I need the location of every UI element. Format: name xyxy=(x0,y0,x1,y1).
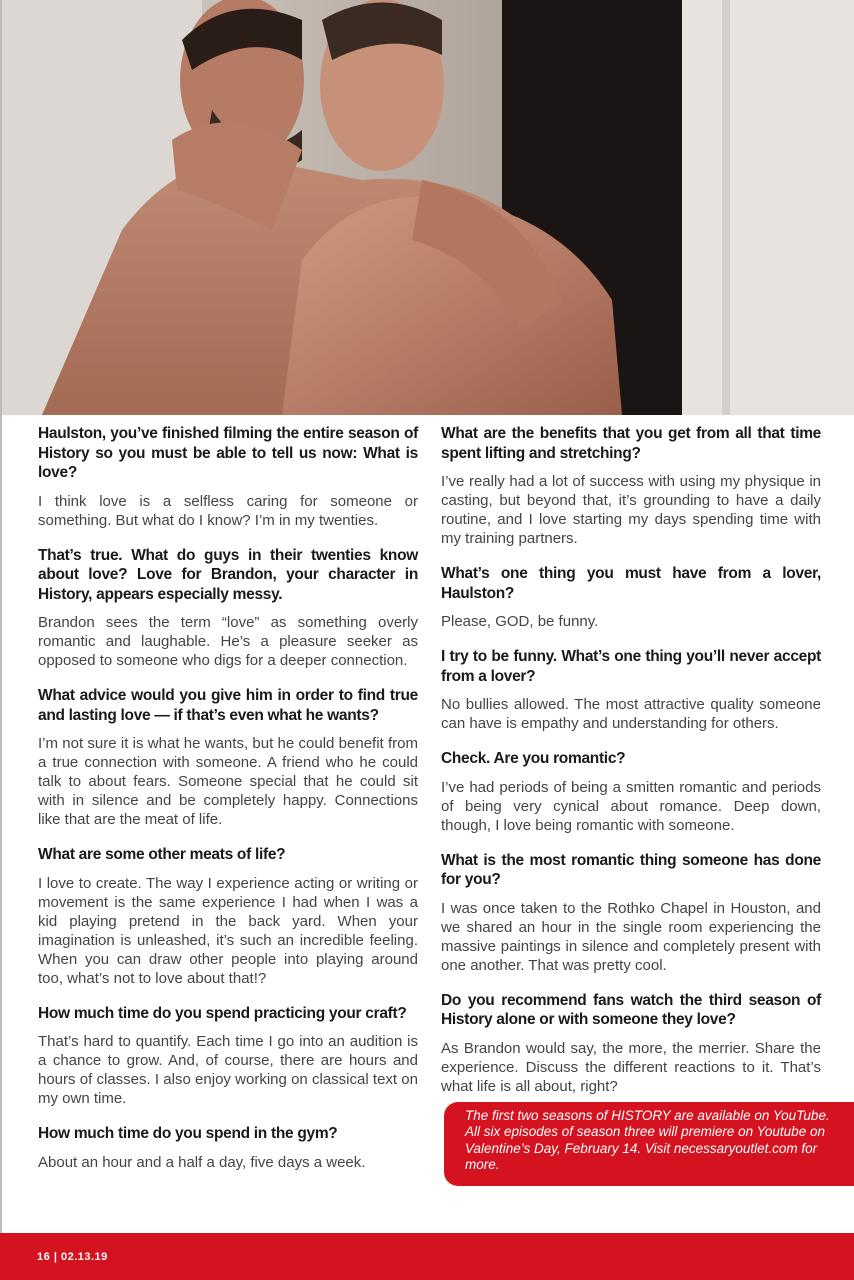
interview-question: I try to be funny. What’s one thing you’ll never accept from a lover? xyxy=(441,648,821,685)
interview-question: What are some other meats of life? xyxy=(38,846,286,863)
footer-bar xyxy=(0,1233,854,1280)
issue-date: 02.13.19 xyxy=(60,1251,108,1263)
interview-question: Haulston, you’ve finished filming the entire season of History so you must be able to tell us now: What is love? xyxy=(38,425,418,481)
interview-question: What are the benefits that you get from all that time spent lifting and stretching? xyxy=(441,425,821,462)
interview-question: What is the most romantic thing someone has done for you? xyxy=(441,851,821,888)
right-column xyxy=(441,424,821,1112)
interview-answer: I was once taken to the Rothko Chapel in Houston, and we shared an hour in the single room experiencing the massive paintings in silence and completely present with one another. That was pretty cool. xyxy=(441,899,821,974)
interview-question: What advice would you give him in order to find true and lasting love — if that’s even what he wants? xyxy=(38,687,418,724)
interview-question: How much time do you spend in the gym? xyxy=(38,1125,338,1142)
interview-question: That’s true. What do guys in their twenties know about love? Love for Brandon, your character in History, appears especially messy. xyxy=(38,546,418,603)
interview-question: What’s one thing you must have from a lover, Haulston? xyxy=(441,565,821,602)
promo-box xyxy=(444,1102,854,1186)
article-photo xyxy=(2,0,854,415)
promo-text: The first two seasons of HISTORY are available on YouTube. All six episodes of season three will premiere on Youtube on Valentine’s Day, February 14. Visit necessaryoutlet.com for more. xyxy=(465,1108,830,1172)
interview-question: Check. Are you romantic? xyxy=(441,750,626,767)
folio xyxy=(37,1251,108,1263)
interview-answer: I’ve had periods of being a smitten romantic and periods of being very cynical about romance. Deep down, though, I love being romantic with someone. xyxy=(441,778,821,834)
folio-separator: | xyxy=(53,1251,58,1263)
interview-question: Do you recommend fans watch the third season of History alone or with someone they love? xyxy=(441,991,821,1028)
interview-answer: I’m not sure it is what he wants, but he could benefit from a true connection with someone. A friend who he could talk to about fears. Someone special that he could sit with in silence and be completely happy. Connections like that are the meat of life. xyxy=(38,735,418,828)
interview-answer: Brandon sees the term “love” as something overly romantic and laughable. He’s a pleasure seeker as opposed to someone who digs for a deeper connection. xyxy=(38,614,418,669)
interview-answer: That’s hard to quantify. Each time I go into an audition is a chance to grow. And, of course, there are hours and hours of classes. I also enjoy working on classical text on my own time. xyxy=(38,1033,418,1107)
interview-answer: No bullies allowed. The most attractive quality someone can have is empathy and understanding for others. xyxy=(441,696,821,732)
interview-answer: I love to create. The way I experience acting or writing or movement is the same experience I had when I was a kid playing pretend in the back yard. When your imagination is unleashed, it’s such an incredible feeling. When you can draw other people into playing around too, what’s not to love about that!? xyxy=(38,874,418,987)
interview-answer: About an hour and a half a day, five days a week. xyxy=(38,1153,366,1171)
page-number: 16 xyxy=(37,1251,51,1263)
wall-right xyxy=(682,0,854,415)
interview-answer: I think love is a selfless caring for someone or something. But what do I know? I’m in my twenties. xyxy=(38,492,418,529)
interview-answer: As Brandon would say, the more, the merrier. Share the experience. Discuss the different reactions to it. That’s what life is all about, right? xyxy=(441,1039,821,1095)
photo-illustration xyxy=(2,0,854,415)
left-column xyxy=(38,424,418,1188)
interview-answer: I’ve really had a lot of success with using my physique in casting, but beyond that, it’s grounding to have a daily routine, and I love starting my days spending time with my training partners. xyxy=(441,473,821,547)
door-frame xyxy=(722,0,730,415)
interview-question: How much time do you spend practicing your craft? xyxy=(38,1004,407,1022)
interview-answer: Please, GOD, be funny. xyxy=(441,613,599,630)
